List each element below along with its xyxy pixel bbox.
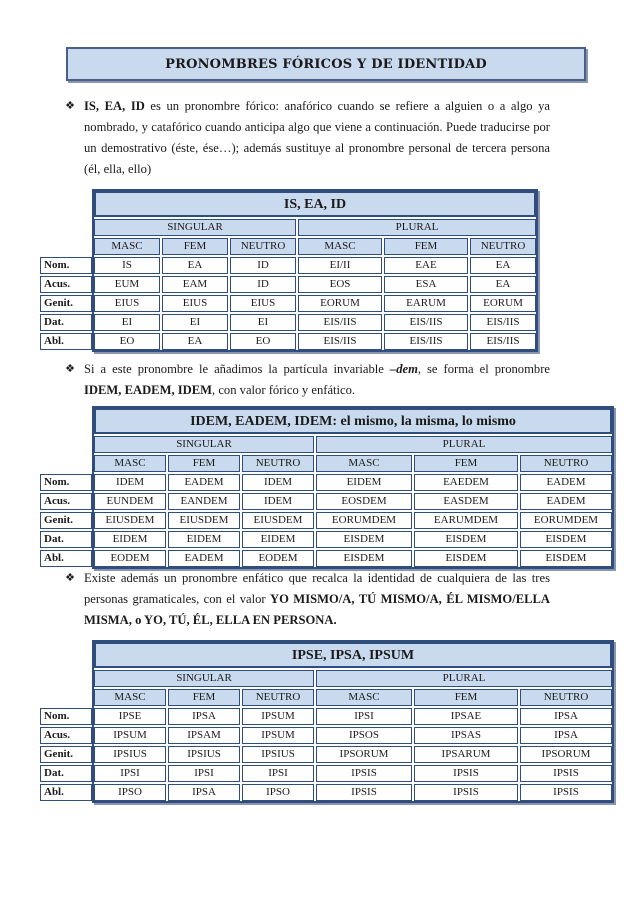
- form-cell: ID: [230, 257, 296, 274]
- case-label: Abl.: [40, 333, 92, 350]
- case-label: Genit.: [40, 512, 92, 529]
- form-cell: IPSUM: [94, 727, 166, 744]
- form-cell: EOS: [298, 276, 382, 293]
- form-cell: IDEM: [94, 474, 166, 491]
- form-cell: EAM: [162, 276, 228, 293]
- paragraph-is-ea-id: [64, 96, 550, 180]
- gender-header-neutro: NEUTRO: [470, 238, 536, 255]
- case-label: Dat.: [40, 531, 92, 548]
- form-cell: EIDEM: [168, 531, 240, 548]
- form-cell: EADEM: [168, 550, 240, 567]
- form-cell: EA: [470, 276, 536, 293]
- form-cell: IPSUM: [242, 708, 314, 725]
- paragraph-text: [84, 359, 550, 401]
- table-corner-empty: [40, 642, 92, 668]
- table-row: [40, 765, 612, 782]
- declension-grid: [38, 406, 614, 569]
- form-cell: EI/II: [298, 257, 382, 274]
- form-cell: ID: [230, 276, 296, 293]
- case-label: Abl.: [40, 784, 92, 801]
- paragraph-bold: YO MISMO/A, TÚ MISMO/A, ÉL MISMO/ELLA MISMA, o YO, TÚ, ÉL, ELLA EN PERSONA.: [84, 592, 550, 627]
- paragraph-text: [84, 96, 550, 180]
- form-cell: IPSA: [520, 708, 612, 725]
- table-row: [40, 550, 612, 567]
- form-cell: IPSUM: [242, 727, 314, 744]
- form-cell: EISDEM: [520, 531, 612, 548]
- declension-grid: [38, 189, 538, 352]
- paragraph-text: [84, 568, 550, 631]
- table-row: [40, 531, 612, 548]
- form-cell: EADEM: [520, 474, 612, 491]
- form-cell: ESA: [384, 276, 468, 293]
- form-cell: EIS/IIS: [298, 314, 382, 331]
- diamond-bullet-icon: ❖: [65, 363, 75, 375]
- form-cell: IS: [94, 257, 160, 274]
- table-corner-empty: [40, 408, 92, 434]
- paragraph-body: , con valor fórico y enfático.: [212, 383, 356, 397]
- form-cell: IPSIS: [316, 765, 412, 782]
- table-row: [40, 708, 612, 725]
- form-cell: EISDEM: [414, 531, 518, 548]
- paragraph-body: Existe además un pronombre enfático que recalca la identidad de cualquiera de las tres personas gramaticales, con el valor: [84, 571, 550, 606]
- gender-header-fem: FEM: [162, 238, 228, 255]
- form-cell: EIUS: [94, 295, 160, 312]
- form-cell: EADEM: [168, 474, 240, 491]
- gender-header-neutro: NEUTRO: [520, 455, 612, 472]
- form-cell: IPSIS: [520, 765, 612, 782]
- form-cell: EIUSDEM: [242, 512, 314, 529]
- form-cell: EUNDEM: [94, 493, 166, 510]
- case-label: Abl.: [40, 550, 92, 567]
- table-row: [40, 314, 536, 331]
- form-cell: EISDEM: [316, 531, 412, 548]
- gender-header-neutro: NEUTRO: [230, 238, 296, 255]
- table-row: [40, 493, 612, 510]
- gender-header-fem: FEM: [168, 689, 240, 706]
- form-cell: EORUMDEM: [316, 512, 412, 529]
- form-cell: EIUSDEM: [94, 512, 166, 529]
- form-cell: EI: [94, 314, 160, 331]
- gender-header-masc: MASC: [94, 455, 166, 472]
- form-cell: EIS/IIS: [470, 314, 536, 331]
- case-label: Genit.: [40, 295, 92, 312]
- table-title: IS, EA, ID: [94, 191, 536, 217]
- table-row: [40, 727, 612, 744]
- form-cell: IPSA: [168, 708, 240, 725]
- gender-header-fem: FEM: [384, 238, 468, 255]
- table-corner-empty: [40, 689, 92, 706]
- table-corner-empty: [40, 238, 92, 255]
- table-row: [40, 276, 536, 293]
- paragraph-bold: IS, EA, ID: [84, 99, 145, 113]
- form-cell: EA: [162, 257, 228, 274]
- form-cell: IPSIS: [316, 784, 412, 801]
- form-cell: IPSIUS: [168, 746, 240, 763]
- paragraph-body: , se forma el pronombre: [417, 362, 550, 376]
- table-corner-empty: [40, 670, 92, 687]
- table-row: [40, 784, 612, 801]
- form-cell: IPSOS: [316, 727, 412, 744]
- page-title: PRONOMBRES FÓRICOS Y DE IDENTIDAD: [66, 47, 586, 81]
- form-cell: EARUM: [384, 295, 468, 312]
- declension-table-idem: [38, 406, 614, 569]
- form-cell: EIDEM: [94, 531, 166, 548]
- case-label: Acus.: [40, 727, 92, 744]
- form-cell: IPSIS: [414, 765, 518, 782]
- case-label: Nom.: [40, 708, 92, 725]
- form-cell: IPSI: [94, 765, 166, 782]
- declension-table-ipse: [38, 640, 614, 803]
- form-cell: EIUS: [230, 295, 296, 312]
- singular-header: SINGULAR: [94, 436, 314, 453]
- table-title: IDEM, EADEM, IDEM: el mismo, la misma, lo mismo: [94, 408, 612, 434]
- singular-header: SINGULAR: [94, 219, 296, 236]
- table-corner-empty: [40, 455, 92, 472]
- table-row: [40, 746, 612, 763]
- table-row: [40, 333, 536, 350]
- form-cell: EIDEM: [316, 474, 412, 491]
- gender-header-masc: MASC: [94, 238, 160, 255]
- table-frame: [38, 406, 614, 569]
- form-cell: IPSAE: [414, 708, 518, 725]
- paragraph-ipse: [64, 568, 550, 631]
- declension-grid: [38, 640, 614, 803]
- table-title: IPSE, IPSA, IPSUM: [94, 642, 612, 668]
- gender-header-neutro: NEUTRO: [242, 689, 314, 706]
- form-cell: EODEM: [94, 550, 166, 567]
- form-cell: EA: [470, 257, 536, 274]
- gender-header-masc: MASC: [316, 689, 412, 706]
- declension-table-is-ea-id: [38, 189, 538, 352]
- gender-header-fem: FEM: [414, 455, 518, 472]
- form-cell: EAE: [384, 257, 468, 274]
- form-cell: IPSI: [242, 765, 314, 782]
- form-cell: EIDEM: [242, 531, 314, 548]
- form-cell: EO: [94, 333, 160, 350]
- paragraph-emphasis: –dem: [389, 362, 418, 376]
- plural-header: PLURAL: [316, 670, 612, 687]
- gender-header-masc: MASC: [94, 689, 166, 706]
- case-label: Acus.: [40, 276, 92, 293]
- form-cell: IPSO: [94, 784, 166, 801]
- form-cell: EIS/IIS: [470, 333, 536, 350]
- form-cell: EIUSDEM: [168, 512, 240, 529]
- form-cell: IPSIS: [520, 784, 612, 801]
- table-corner-empty: [40, 191, 92, 217]
- gender-header-fem: FEM: [168, 455, 240, 472]
- form-cell: EIS/IIS: [384, 333, 468, 350]
- form-cell: EIS/IIS: [298, 333, 382, 350]
- form-cell: EIUS: [162, 295, 228, 312]
- gender-header-neutro: NEUTRO: [520, 689, 612, 706]
- form-cell: EORUMDEM: [520, 512, 612, 529]
- paragraph-bold: IDEM, EADEM, IDEM: [84, 383, 213, 397]
- diamond-bullet-icon: ❖: [65, 100, 75, 112]
- form-cell: IPSIS: [414, 784, 518, 801]
- case-label: Nom.: [40, 474, 92, 491]
- form-cell: IDEM: [242, 474, 314, 491]
- form-cell: EADEM: [520, 493, 612, 510]
- table-row: [40, 295, 536, 312]
- table-frame: [38, 640, 614, 803]
- form-cell: IDEM: [242, 493, 314, 510]
- form-cell: EI: [162, 314, 228, 331]
- form-cell: IPSIUS: [242, 746, 314, 763]
- case-label: Dat.: [40, 314, 92, 331]
- table-row: [40, 474, 612, 491]
- case-label: Acus.: [40, 493, 92, 510]
- form-cell: EISDEM: [316, 550, 412, 567]
- gender-header-fem: FEM: [414, 689, 518, 706]
- form-cell: EANDEM: [168, 493, 240, 510]
- form-cell: EASDEM: [414, 493, 518, 510]
- form-cell: EUM: [94, 276, 160, 293]
- form-cell: EORUM: [470, 295, 536, 312]
- form-cell: IPSAM: [168, 727, 240, 744]
- table-corner-empty: [40, 436, 92, 453]
- case-label: Nom.: [40, 257, 92, 274]
- form-cell: IPSORUM: [520, 746, 612, 763]
- form-cell: EODEM: [242, 550, 314, 567]
- plural-header: PLURAL: [298, 219, 536, 236]
- case-label: Dat.: [40, 765, 92, 782]
- form-cell: EOSDEM: [316, 493, 412, 510]
- table-row: [40, 512, 612, 529]
- form-cell: EAEDEM: [414, 474, 518, 491]
- paragraph-body: Si a este pronombre le añadimos la partícula invariable: [84, 362, 390, 376]
- gender-header-masc: MASC: [298, 238, 382, 255]
- form-cell: EORUM: [298, 295, 382, 312]
- gender-header-masc: MASC: [316, 455, 412, 472]
- table-frame: [38, 189, 538, 352]
- form-cell: IPSI: [168, 765, 240, 782]
- form-cell: EARUMDEM: [414, 512, 518, 529]
- singular-header: SINGULAR: [94, 670, 314, 687]
- form-cell: IPSA: [520, 727, 612, 744]
- table-row: [40, 257, 536, 274]
- gender-header-neutro: NEUTRO: [242, 455, 314, 472]
- form-cell: IPSORUM: [316, 746, 412, 763]
- diamond-bullet-icon: ❖: [65, 572, 75, 584]
- paragraph-idem: [64, 359, 550, 401]
- form-cell: IPSI: [316, 708, 412, 725]
- form-cell: IPSA: [168, 784, 240, 801]
- form-cell: IPSARUM: [414, 746, 518, 763]
- form-cell: IPSAS: [414, 727, 518, 744]
- form-cell: EI: [230, 314, 296, 331]
- plural-header: PLURAL: [316, 436, 612, 453]
- form-cell: EISDEM: [520, 550, 612, 567]
- case-label: Genit.: [40, 746, 92, 763]
- table-corner-empty: [40, 219, 92, 236]
- form-cell: EA: [162, 333, 228, 350]
- form-cell: EIS/IIS: [384, 314, 468, 331]
- paragraph-body: es un pronombre fórico: anafórico cuando se refiere a alguien o a algo ya nombrado, y catafórico cuando anticipa algo que viene a continuación. Puede traducirse por un demostrativo (éste, ése…); además sustituye al pronombre personal de tercera persona (él, ella, ello): [84, 99, 550, 176]
- form-cell: IPSO: [242, 784, 314, 801]
- form-cell: IPSE: [94, 708, 166, 725]
- form-cell: EISDEM: [414, 550, 518, 567]
- form-cell: EO: [230, 333, 296, 350]
- form-cell: IPSIUS: [94, 746, 166, 763]
